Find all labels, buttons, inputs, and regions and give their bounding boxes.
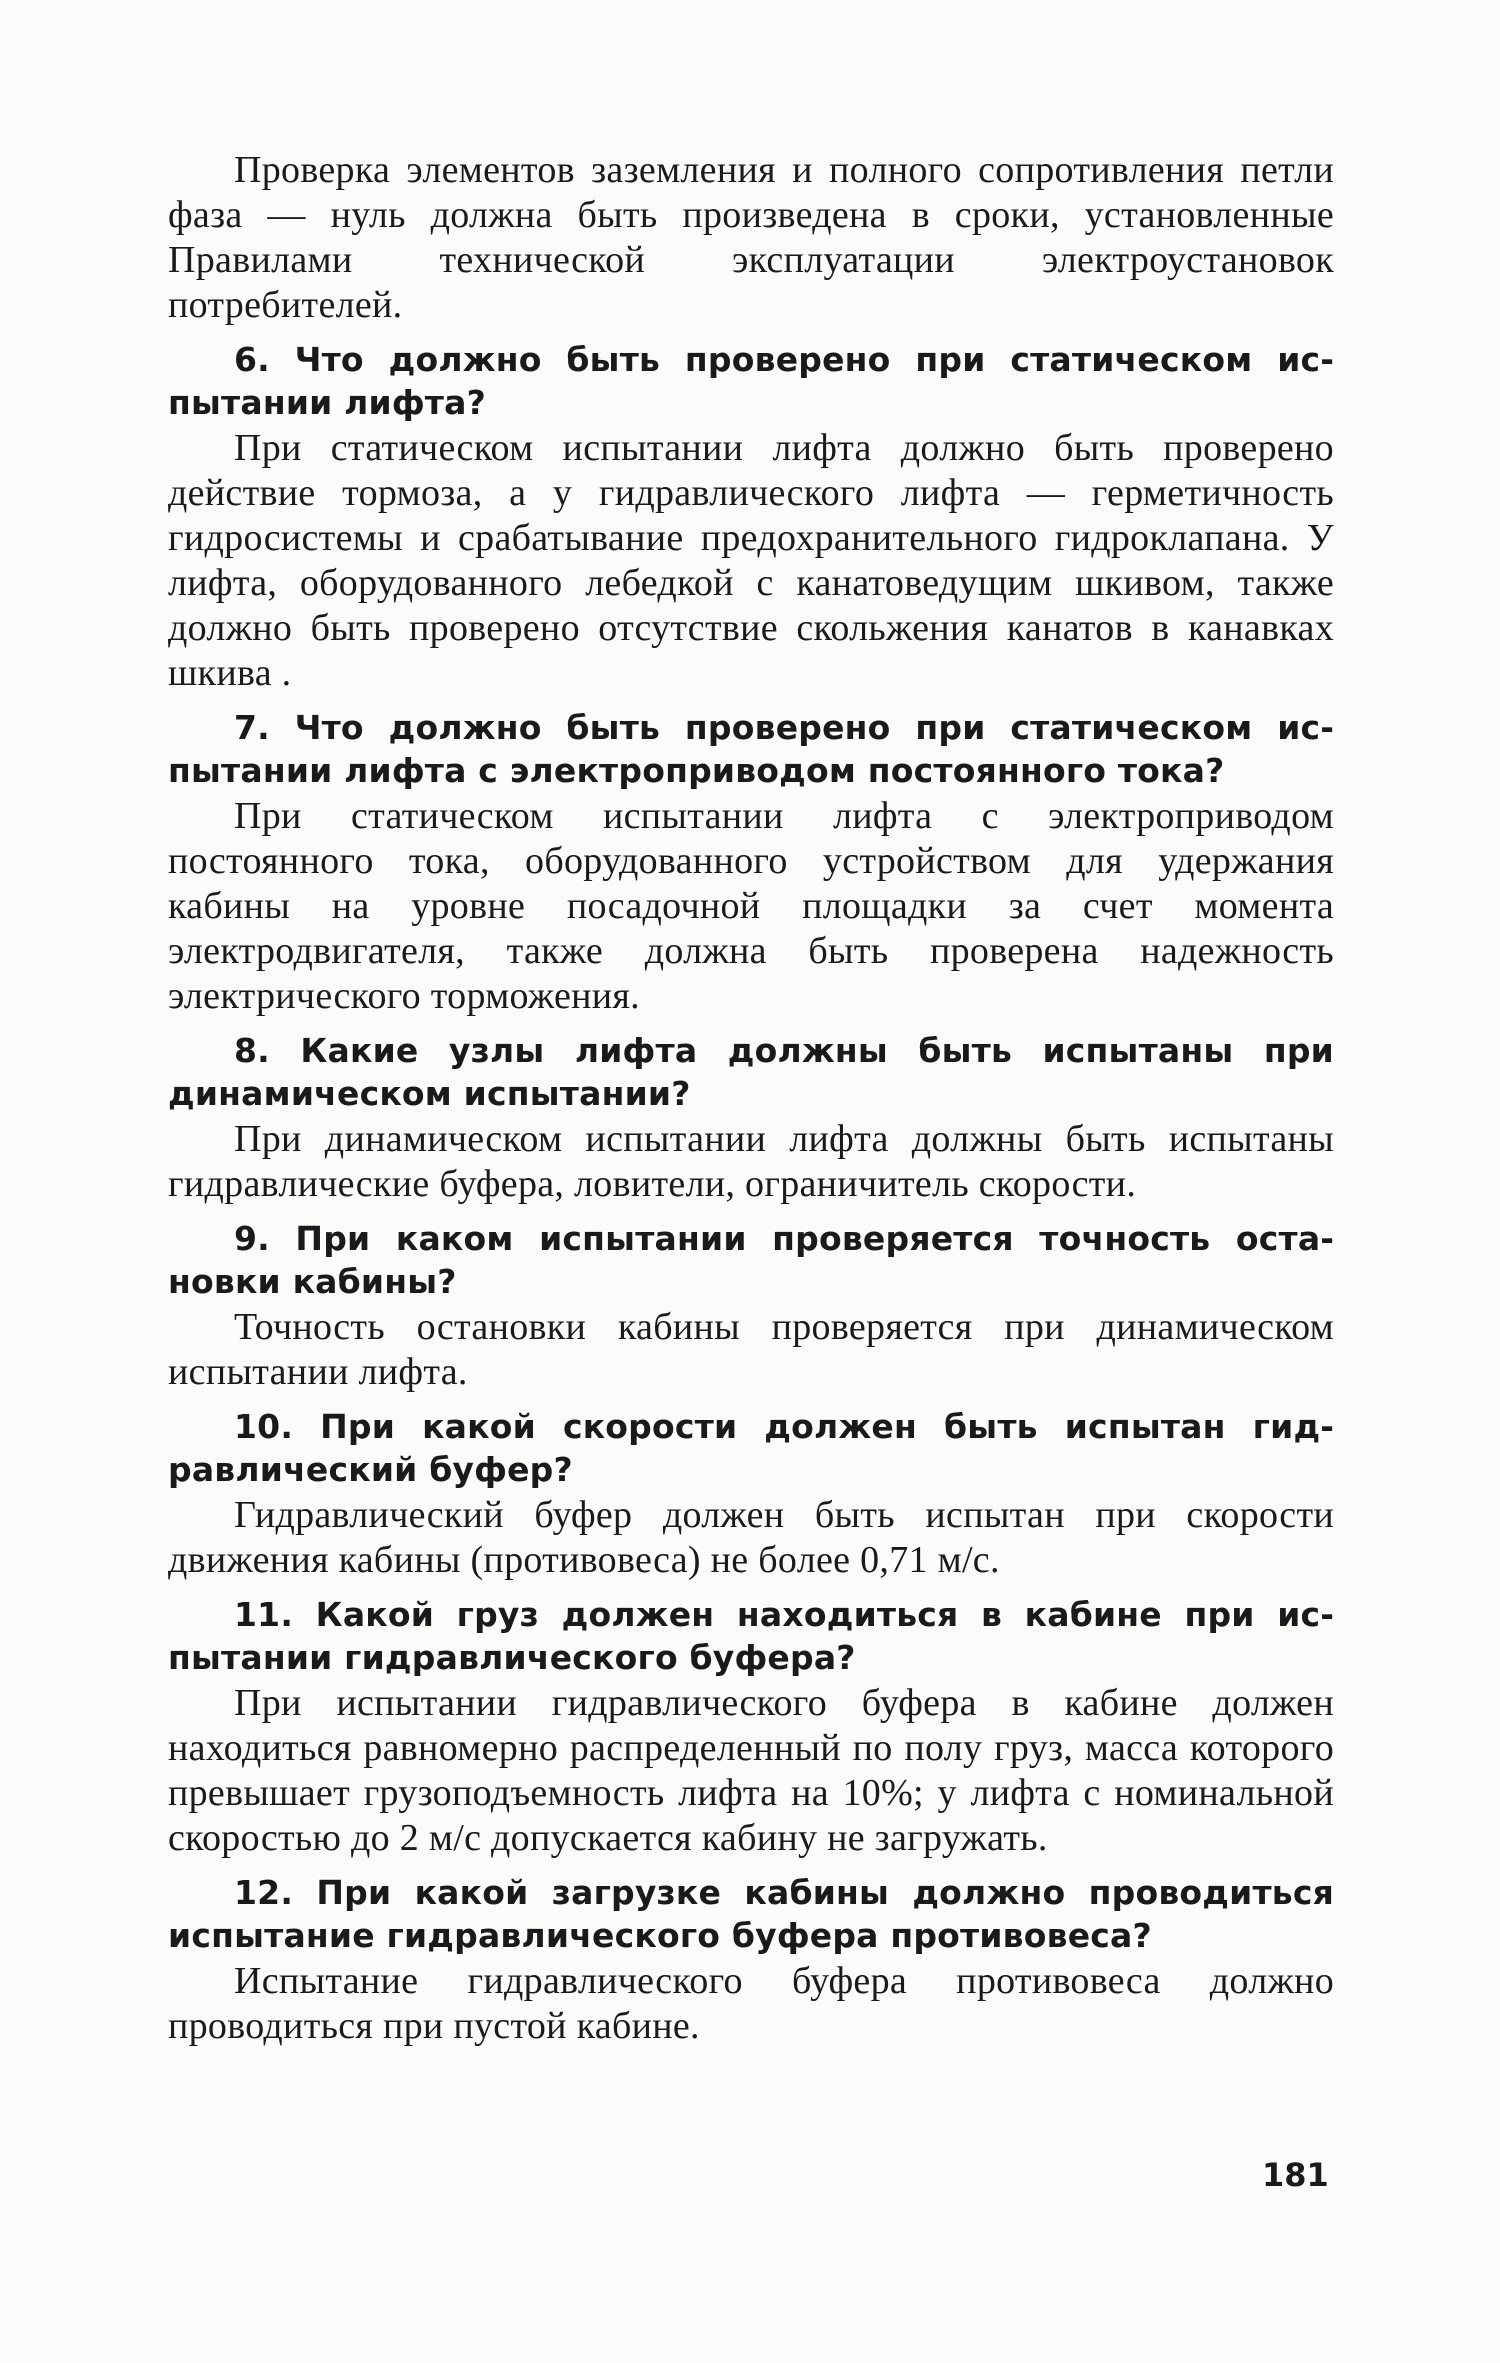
- question-7: 7. Что должно быть проверено при статическом испытании лифта с электроприводом постоянного тока?: [168, 708, 1334, 790]
- page-number: 181: [1262, 2156, 1329, 2194]
- answer-6: При статическом испытании лифта должно быть проверено действие тормоза, а у гидравлического лифта — герметичность гидросистемы и срабатывание предохранительного гидроклапана. У лифта, оборудованного лебедкой с канатоведущим шкивом, также должно быть проверено отсутствие скольжения канатов в канавках шкива .: [168, 427, 1334, 694]
- answer-10: Гидравлический буфер должен быть испытан при скорости движения кабины (противовеса) не более 0,71 м/с.: [168, 1494, 1334, 1581]
- question-9: 9. При каком испытании проверяется точность остановки кабины?: [168, 1219, 1334, 1301]
- question-6: 6. Что должно быть проверено при статическом испытании лифта?: [168, 340, 1334, 422]
- answer-9: Точность остановки кабины проверяется при динамическом испытании лифта.: [168, 1306, 1334, 1393]
- answer-11: При испытании гидравлического буфера в кабине должен находиться равномерно распределенный по полу груз, масса которого превышает грузоподъемность лифта на 10%; у лифта с номинальной скоростью до 2 м/с допускается кабину не загружать.: [168, 1682, 1334, 1859]
- question-8: 8. Какие узлы лифта должны быть испытаны при динамическом испытании?: [168, 1031, 1334, 1113]
- answer-12: Испытание гидравлического буфера противовеса должно проводиться при пустой кабине.: [168, 1960, 1334, 2047]
- answer-7: При статическом испытании лифта с электроприводом постоянного тока, оборудованного устройством для удержания кабины на уровне посадочной площадки за счет момента электродвигателя, также должна быть проверена надежность электрического торможения.: [168, 795, 1334, 1017]
- page-text: [168, 148, 1334, 2049]
- question-10: 10. При какой скорости должен быть испытан гидравлический буфер?: [168, 1407, 1334, 1489]
- question-11: 11. Какой груз должен находиться в кабине при испытании гидравлического буфера?: [168, 1595, 1334, 1677]
- intro-paragraph: Проверка элементов заземления и полного сопротивления петли фаза — нуль должна быть произведена в сроки, установленные Правилами технической эксплуатации электроустановок потребителей.: [168, 149, 1334, 326]
- question-12: 12. При какой загрузке кабины должно проводиться испытание гидравлического буфера противовеса?: [168, 1873, 1334, 1955]
- answer-8: При динамическом испытании лифта должны быть испытаны гидравлические буфера, ловители, ограничитель скорости.: [168, 1118, 1334, 1205]
